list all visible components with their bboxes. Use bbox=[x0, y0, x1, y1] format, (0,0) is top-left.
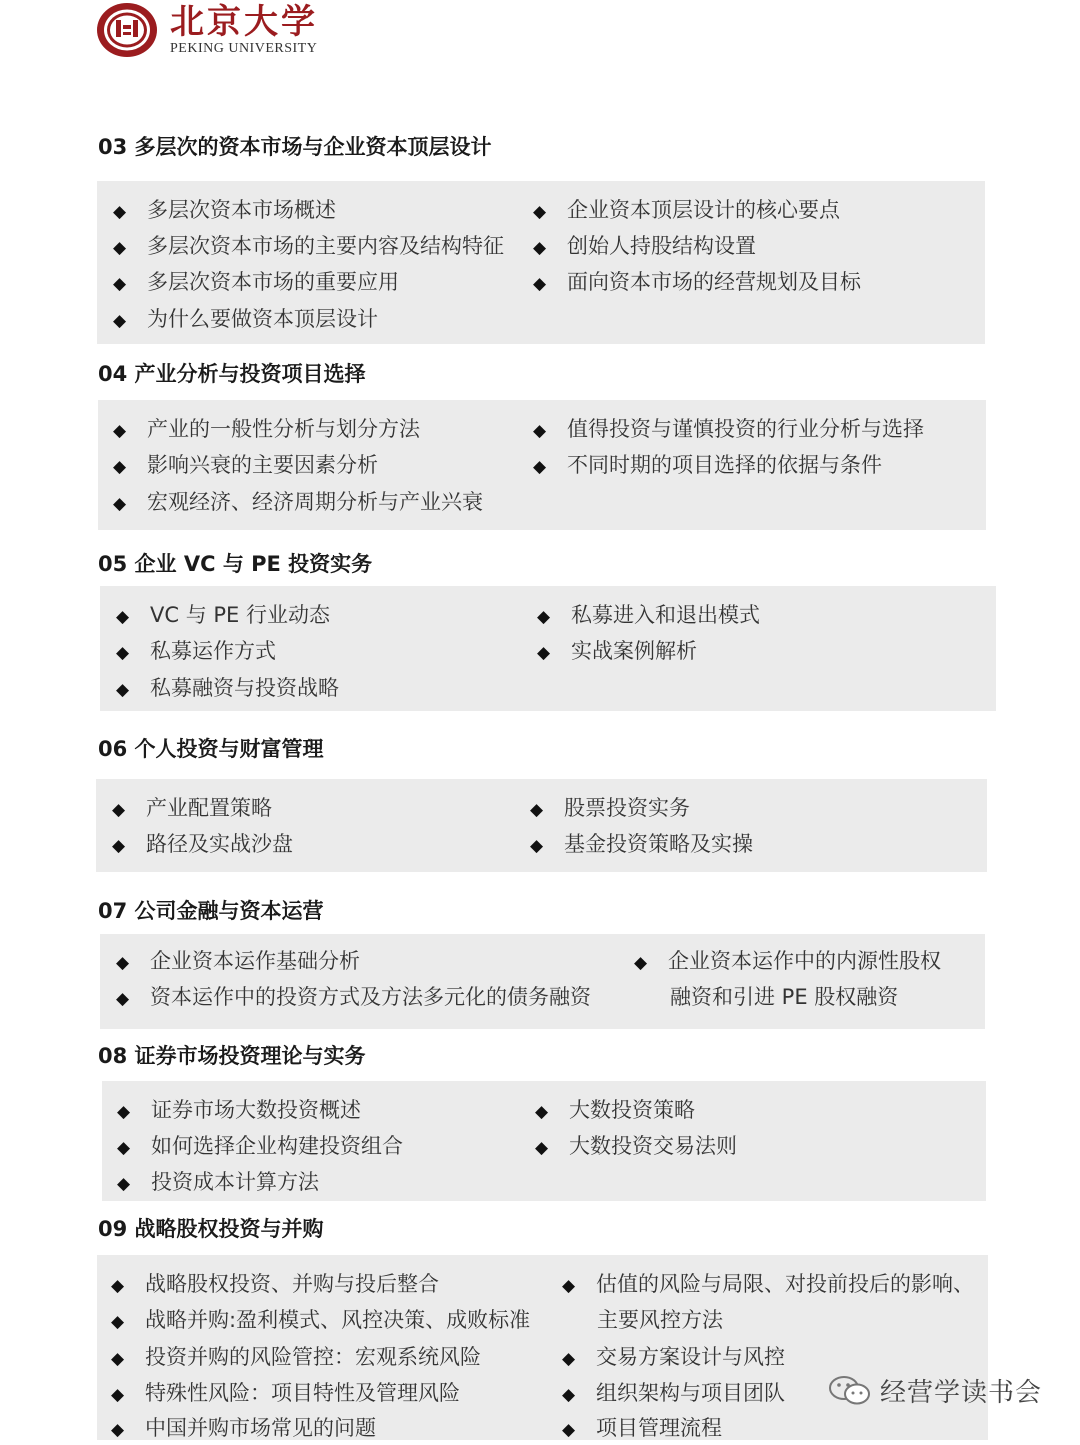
bullet-icon: ◆ bbox=[113, 311, 127, 331]
section-title-08: 08 证券市场投资理论与实务 bbox=[98, 1044, 366, 1068]
bullet-icon: ◆ bbox=[111, 1349, 125, 1369]
list-item: ◆ 特殊性风险：项目特性及管理风险 bbox=[111, 1378, 460, 1410]
bullet-icon: ◆ bbox=[533, 238, 547, 258]
bullet-icon: ◆ bbox=[116, 680, 130, 700]
section-title-03: 03 多层次的资本市场与企业资本顶层设计 bbox=[98, 135, 492, 159]
bullet-icon: ◆ bbox=[113, 457, 127, 477]
list-item: ◆ 股票投资实务 bbox=[530, 793, 690, 825]
list-item: ◆ 实战案例解析 bbox=[537, 636, 697, 668]
list-item: ◆ 基金投资策略及实操 bbox=[530, 829, 753, 861]
section-title-05: 05 企业 VC 与 PE 投资实务 bbox=[98, 552, 373, 576]
bullet-icon: ◆ bbox=[530, 836, 544, 856]
logo-chinese-name: 北京大学 bbox=[170, 2, 318, 42]
bullet-icon: ◆ bbox=[116, 607, 130, 627]
list-item: ◆ 证券市场大数投资概述 bbox=[117, 1095, 361, 1127]
list-item-continuation: 融资和引进 PE 股权融资 bbox=[670, 985, 899, 1009]
list-item: ◆ 估值的风险与局限、对投前投后的影响、 bbox=[562, 1269, 974, 1301]
list-item: ◆ 多层次资本市场概述 bbox=[113, 195, 336, 227]
section-title-07: 07 公司金融与资本运营 bbox=[98, 899, 324, 923]
bullet-icon: ◆ bbox=[116, 643, 130, 663]
list-item: ◆ 路径及实战沙盘 bbox=[112, 829, 293, 861]
list-item: ◆ 为什么要做资本顶层设计 bbox=[113, 304, 378, 336]
list-item: ◆ VC 与 PE 行业动态 bbox=[116, 600, 330, 632]
bullet-icon: ◆ bbox=[533, 202, 547, 222]
list-item: ◆ 企业资本顶层设计的核心要点 bbox=[533, 195, 840, 227]
watermark-text: 经营学读书会 bbox=[880, 1378, 1043, 1408]
list-item: ◆ 资本运作中的投资方式及方法多元化的债务融资 bbox=[116, 982, 591, 1014]
list-item: ◆ 企业资本运作基础分析 bbox=[116, 946, 360, 978]
list-item: ◆ 战略股权投资、并购与投后整合 bbox=[111, 1269, 439, 1301]
list-item: ◆ 投资成本计算方法 bbox=[117, 1167, 319, 1199]
bullet-icon: ◆ bbox=[111, 1385, 125, 1405]
list-item: ◆ 面向资本市场的经营规划及目标 bbox=[533, 267, 861, 299]
bullet-icon: ◆ bbox=[533, 274, 547, 294]
list-item: ◆ 项目管理流程 bbox=[562, 1413, 722, 1445]
bullet-icon: ◆ bbox=[112, 800, 126, 820]
list-item: ◆ 企业资本运作中的内源性股权 bbox=[634, 946, 941, 978]
bullet-icon: ◆ bbox=[117, 1102, 131, 1122]
wechat-icon bbox=[828, 1373, 872, 1409]
bullet-icon: ◆ bbox=[112, 836, 126, 856]
list-item: ◆ 影响兴衰的主要因素分析 bbox=[113, 450, 378, 482]
list-item: ◆ 组织架构与项目团队 bbox=[562, 1378, 785, 1410]
list-item: ◆ 大数投资交易法则 bbox=[535, 1131, 737, 1163]
bullet-icon: ◆ bbox=[535, 1102, 549, 1122]
list-item: ◆ 如何选择企业构建投资组合 bbox=[117, 1131, 403, 1163]
logo-english-name: PEKING UNIVERSITY bbox=[170, 41, 318, 56]
list-item: ◆ 宏观经济、经济周期分析与产业兴衰 bbox=[113, 487, 483, 519]
list-item: ◆ 创始人持股结构设置 bbox=[533, 231, 756, 263]
bullet-icon: ◆ bbox=[113, 238, 127, 258]
bullet-icon: ◆ bbox=[530, 800, 544, 820]
list-item: ◆ 不同时期的项目选择的依据与条件 bbox=[533, 450, 882, 482]
list-item: ◆ 交易方案设计与风控 bbox=[562, 1342, 785, 1374]
bullet-icon: ◆ bbox=[113, 202, 127, 222]
bullet-icon: ◆ bbox=[116, 989, 130, 1009]
list-item: ◆ 私募运作方式 bbox=[116, 636, 276, 668]
bullet-icon: ◆ bbox=[562, 1276, 576, 1296]
bullet-icon: ◆ bbox=[535, 1138, 549, 1158]
bullet-icon: ◆ bbox=[116, 953, 130, 973]
bullet-icon: ◆ bbox=[111, 1276, 125, 1296]
list-item: ◆ 产业配置策略 bbox=[112, 793, 272, 825]
bullet-icon: ◆ bbox=[562, 1349, 576, 1369]
bullet-icon: ◆ bbox=[537, 643, 551, 663]
bullet-icon: ◆ bbox=[117, 1138, 131, 1158]
list-item: ◆ 私募融资与投资战略 bbox=[116, 673, 339, 705]
section-title-09: 09 战略股权投资与并购 bbox=[98, 1217, 324, 1241]
wechat-watermark bbox=[828, 1372, 1042, 1409]
section-title-04: 04 产业分析与投资项目选择 bbox=[98, 362, 366, 386]
university-logo bbox=[96, 2, 318, 58]
list-item: ◆ 战略并购:盈利模式、风控决策、成败标准 bbox=[111, 1305, 530, 1337]
list-item: ◆ 投资并购的风险管控：宏观系统风险 bbox=[111, 1342, 481, 1374]
list-item: ◆ 值得投资与谨慎投资的行业分析与选择 bbox=[533, 414, 924, 446]
bullet-icon: ◆ bbox=[113, 274, 127, 294]
bullet-icon: ◆ bbox=[113, 421, 127, 441]
bullet-icon: ◆ bbox=[537, 607, 551, 627]
bullet-icon: ◆ bbox=[562, 1420, 576, 1440]
list-item: ◆ 多层次资本市场的重要应用 bbox=[113, 267, 399, 299]
bullet-icon: ◆ bbox=[562, 1385, 576, 1405]
list-item: ◆ 大数投资策略 bbox=[535, 1095, 695, 1127]
bullet-icon: ◆ bbox=[634, 953, 648, 973]
bullet-icon: ◆ bbox=[533, 421, 547, 441]
bullet-icon: ◆ bbox=[533, 457, 547, 477]
list-item: ◆ 中国并购市场常见的问题 bbox=[111, 1413, 376, 1445]
list-item: ◆ 多层次资本市场的主要内容及结构特征 bbox=[113, 231, 504, 263]
university-seal-icon bbox=[96, 2, 158, 58]
bullet-icon: ◆ bbox=[111, 1420, 125, 1440]
list-item-continuation: 主要风控方法 bbox=[597, 1308, 723, 1332]
section-title-06: 06 个人投资与财富管理 bbox=[98, 737, 324, 761]
list-item: ◆ 私募进入和退出模式 bbox=[537, 600, 760, 632]
list-item: ◆ 产业的一般性分析与划分方法 bbox=[113, 414, 420, 446]
bullet-icon: ◆ bbox=[113, 494, 127, 514]
bullet-icon: ◆ bbox=[111, 1312, 125, 1332]
bullet-icon: ◆ bbox=[117, 1174, 131, 1194]
